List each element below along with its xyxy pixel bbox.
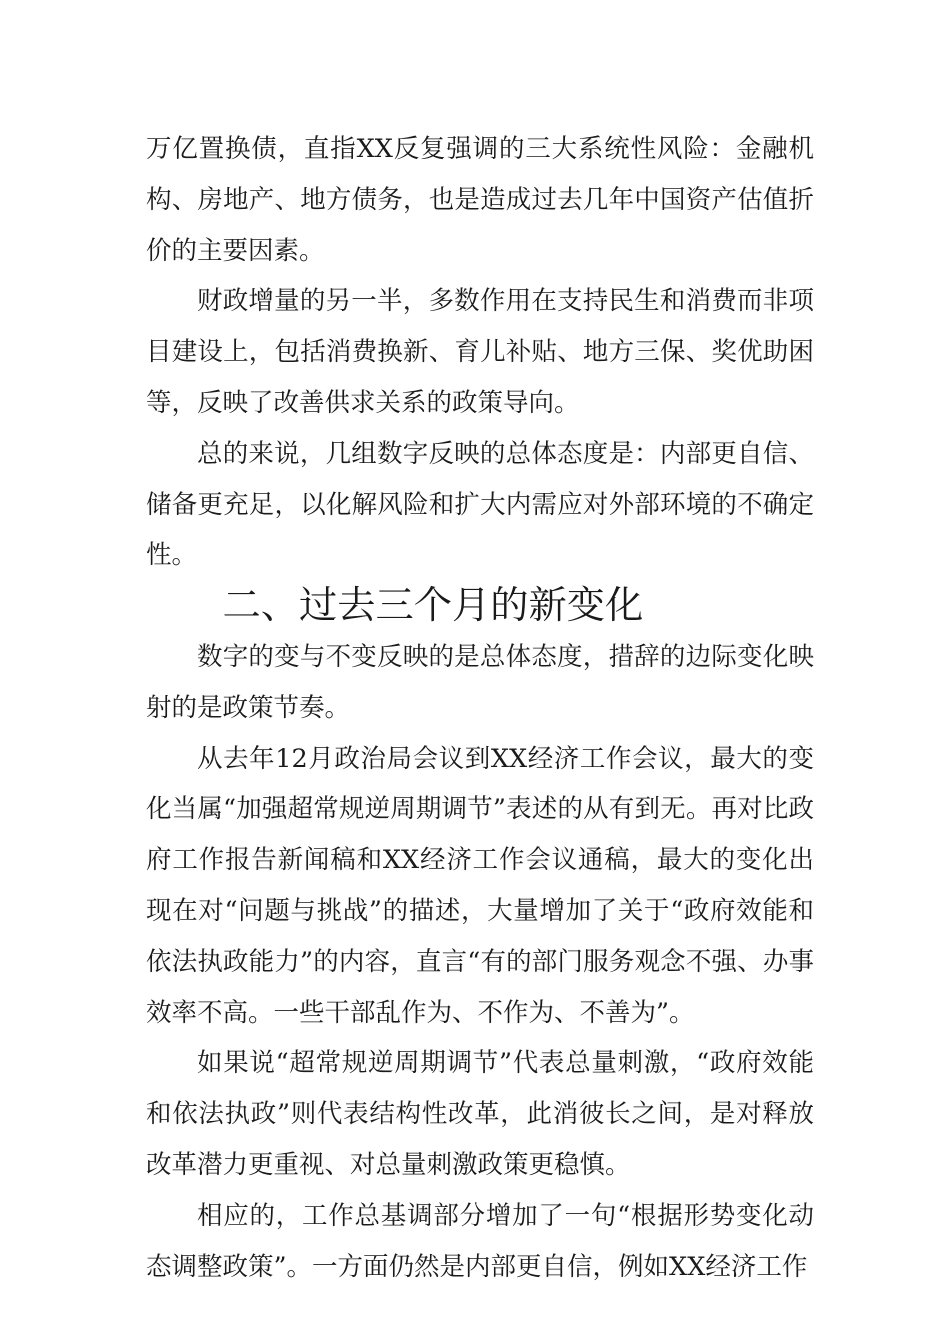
paragraph-policy-adjustment: 相应的，工作总基调部分增加了一句“根据形势变化动态调整政策”。一方面仍然是内部更自信，例如XX经济工作 — [146, 1200, 814, 1282]
section-heading: 二、过去三个月的新变化 — [222, 583, 644, 629]
paragraph-fiscal-increment: 财政增量的另一半，多数作用在支持民生和消费而非项目建设上，包括消费换新、育儿补贴、地方三保、奖优助困等，反映了改善供求关系的政策导向。 — [146, 286, 814, 418]
document-page — [146, 124, 814, 1292]
paragraph-meeting-comparison: 从去年12月政治局会议到XX经济工作会议，最大的变化当属“加强超常规逆周期调节”表述的从有到无。再对比政府工作报告新闻稿和XX经济工作会议通稿，最大的变化出现在对“问题与挑战”的描述，大量增加了关于“政府效能和依法执政能力”的内容，直言“有的部门服务观念不强、办事效率不高。一些干部乱作为、不作为、不善为”。 — [146, 743, 814, 1028]
paragraph-summary: 总的来说，几组数字反映的总体态度是：内部更自信、储备更充足，以化解风险和扩大内需应对外部环境的不确定性。 — [146, 438, 814, 571]
paragraph-continuation: 万亿置换债，直指XX反复强调的三大系统性风险：金融机构、房地产、地方债务，也是造成过去几年中国资产估值折价的主要因素。 — [146, 134, 814, 266]
paragraph-structural-reform: 如果说“超常规逆周期调节”代表总量刺激，“政府效能和依法执政”则代表结构性改革，此消彼长之间，是对释放改革潜力更重视、对总量刺激政策更稳慎。 — [146, 1048, 814, 1180]
paragraph-numbers-change: 数字的变与不变反映的是总体态度，措辞的边际变化映射的是政策节奏。 — [146, 641, 814, 723]
